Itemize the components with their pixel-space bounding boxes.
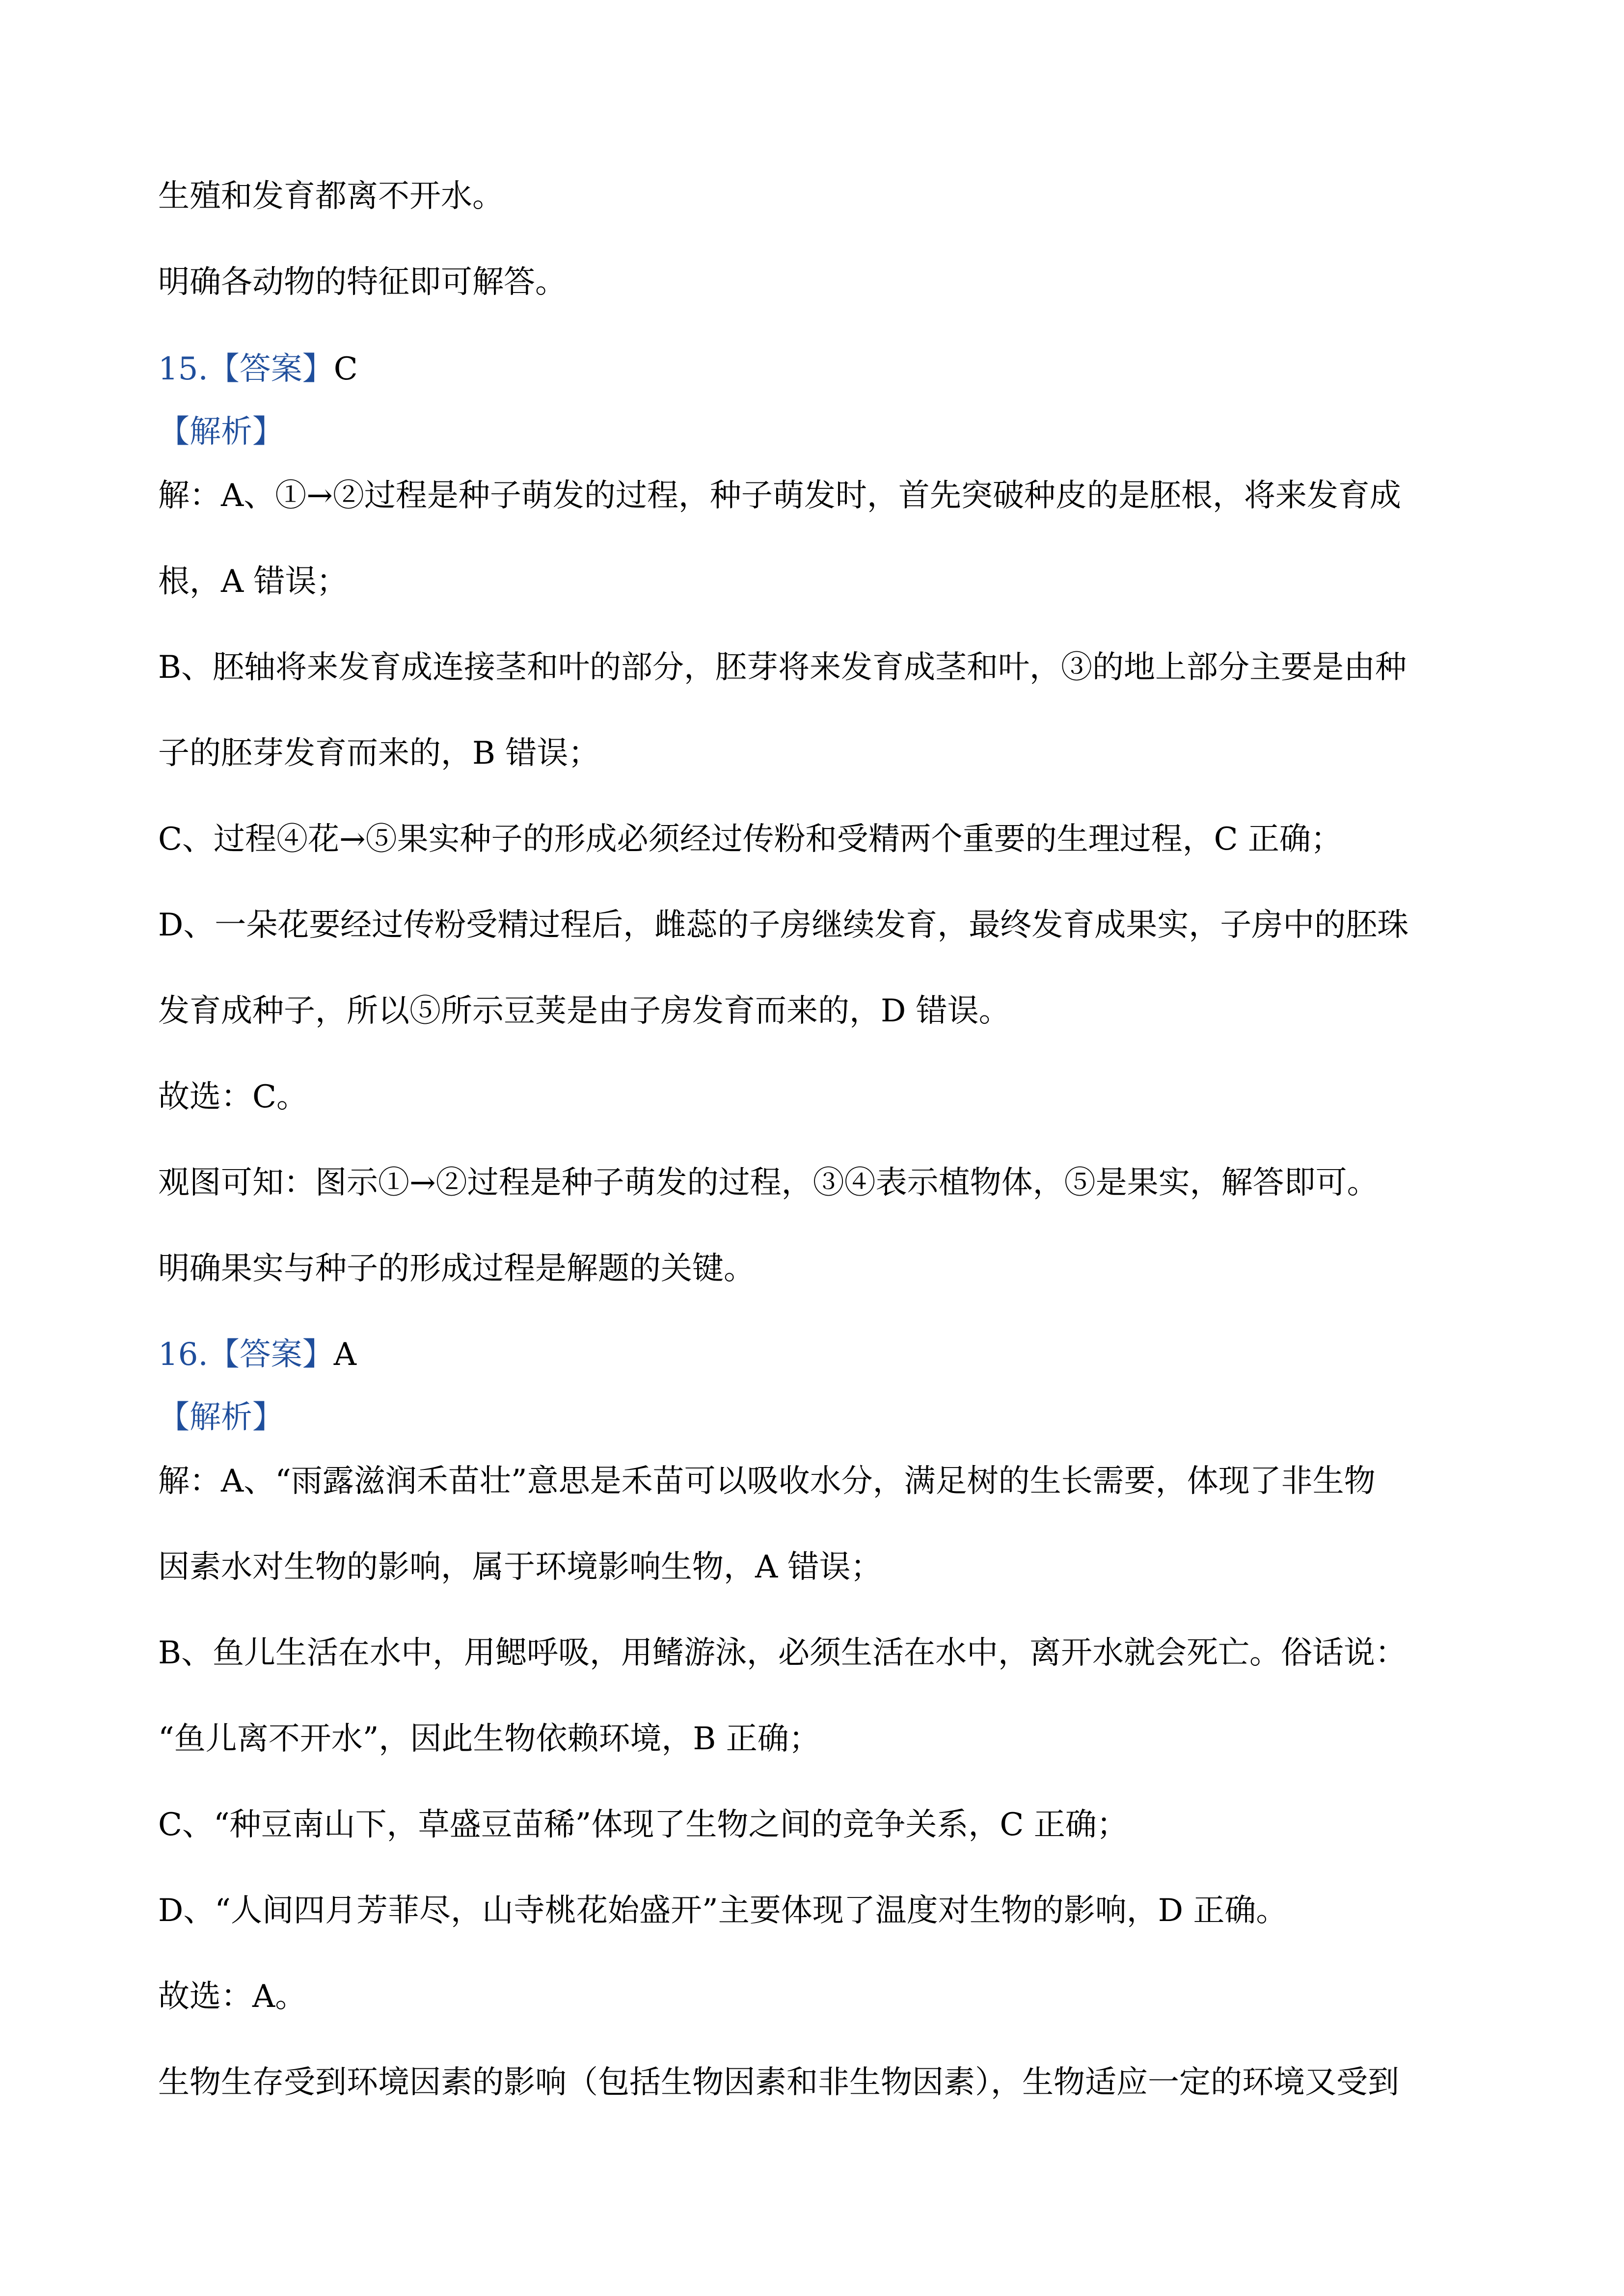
answer-tag: 【答案】 [208,1336,334,1373]
q16-line-2: 因素水对生物的影响，属于环境影响生物，A 错误； [158,1549,882,1585]
question-16-analysis-tag: 【解析】 [158,1399,284,1436]
question-15-analysis-tag: 【解析】 [158,414,284,450]
answer-value: C [333,351,358,387]
q15-line-1: 解：A、①→②过程是种子萌发的过程，种子萌发时，首先突破种皮的是胚根，将来发育成 [158,478,1401,514]
answer-tag: 【答案】 [208,351,334,387]
q15-line-9: 观图可知：图示①→②过程是种子萌发的过程，③④表示植物体，⑤是果实，解答即可。 [158,1165,1379,1201]
q15-line-4: 子的胚芽发育而来的，B 错误； [158,735,600,772]
question-16-answer-heading [158,1335,356,1374]
q16-line-5: C、“种豆南山下，草盛豆苗稀”体现了生物之间的竞争关系，C 正确； [158,1807,1128,1843]
question-15-answer-heading [158,349,358,389]
q15-line-10: 明确果实与种子的形成过程是解题的关键。 [158,1251,755,1287]
q16-line-3: B、鱼儿生活在水中，用鳃呼吸，用鳍游泳，必须生活在水中，离开水就会死亡。俗话说： [158,1635,1407,1671]
q15-line-6: D、一朵花要经过传粉受精过程后，雌蕊的子房继续发育，最终发育成果实，子房中的胚珠 [158,907,1409,943]
q16-line-1: 解：A、“雨露滋润禾苗壮”意思是禾苗可以吸收水分，满足树的生长需要，体现了非生物 [158,1463,1376,1499]
q15-line-3: B、胚轴将来发育成连接茎和叶的部分，胚芽将来发育成茎和叶，③的地上部分主要是由种 [158,649,1407,686]
q16-line-8: 生物生存受到环境因素的影响（包括生物因素和非生物因素），生物适应一定的环境又受到 [158,2064,1399,2101]
answer-value: A [333,1336,356,1373]
question-number: 15. [158,351,208,387]
q15-line-7: 发育成种子，所以⑤所示豆荚是由子房发育而来的，D 错误。 [158,993,1010,1029]
q15-line-8: 故选：C。 [158,1079,308,1115]
q15-line-2: 根，A 错误； [158,563,348,600]
q16-line-7: 故选：A。 [158,1978,307,2015]
q15-line-5: C、过程④花→⑤果实种子的形成必须经过传粉和受精两个重要的生理过程，C 正确； [158,821,1342,857]
intro-line-2: 明确各动物的特征即可解答。 [158,264,567,300]
intro-line-1: 生殖和发育都离不开水。 [158,178,504,214]
q16-line-6: D、“人间四月芳菲尽，山寺桃花始盛开”主要体现了温度对生物的影响，D 正确。 [158,1893,1288,1929]
question-number: 16. [158,1336,208,1373]
q16-line-4: “鱼儿离不开水”，因此生物依赖环境，B 正确； [158,1721,820,1757]
